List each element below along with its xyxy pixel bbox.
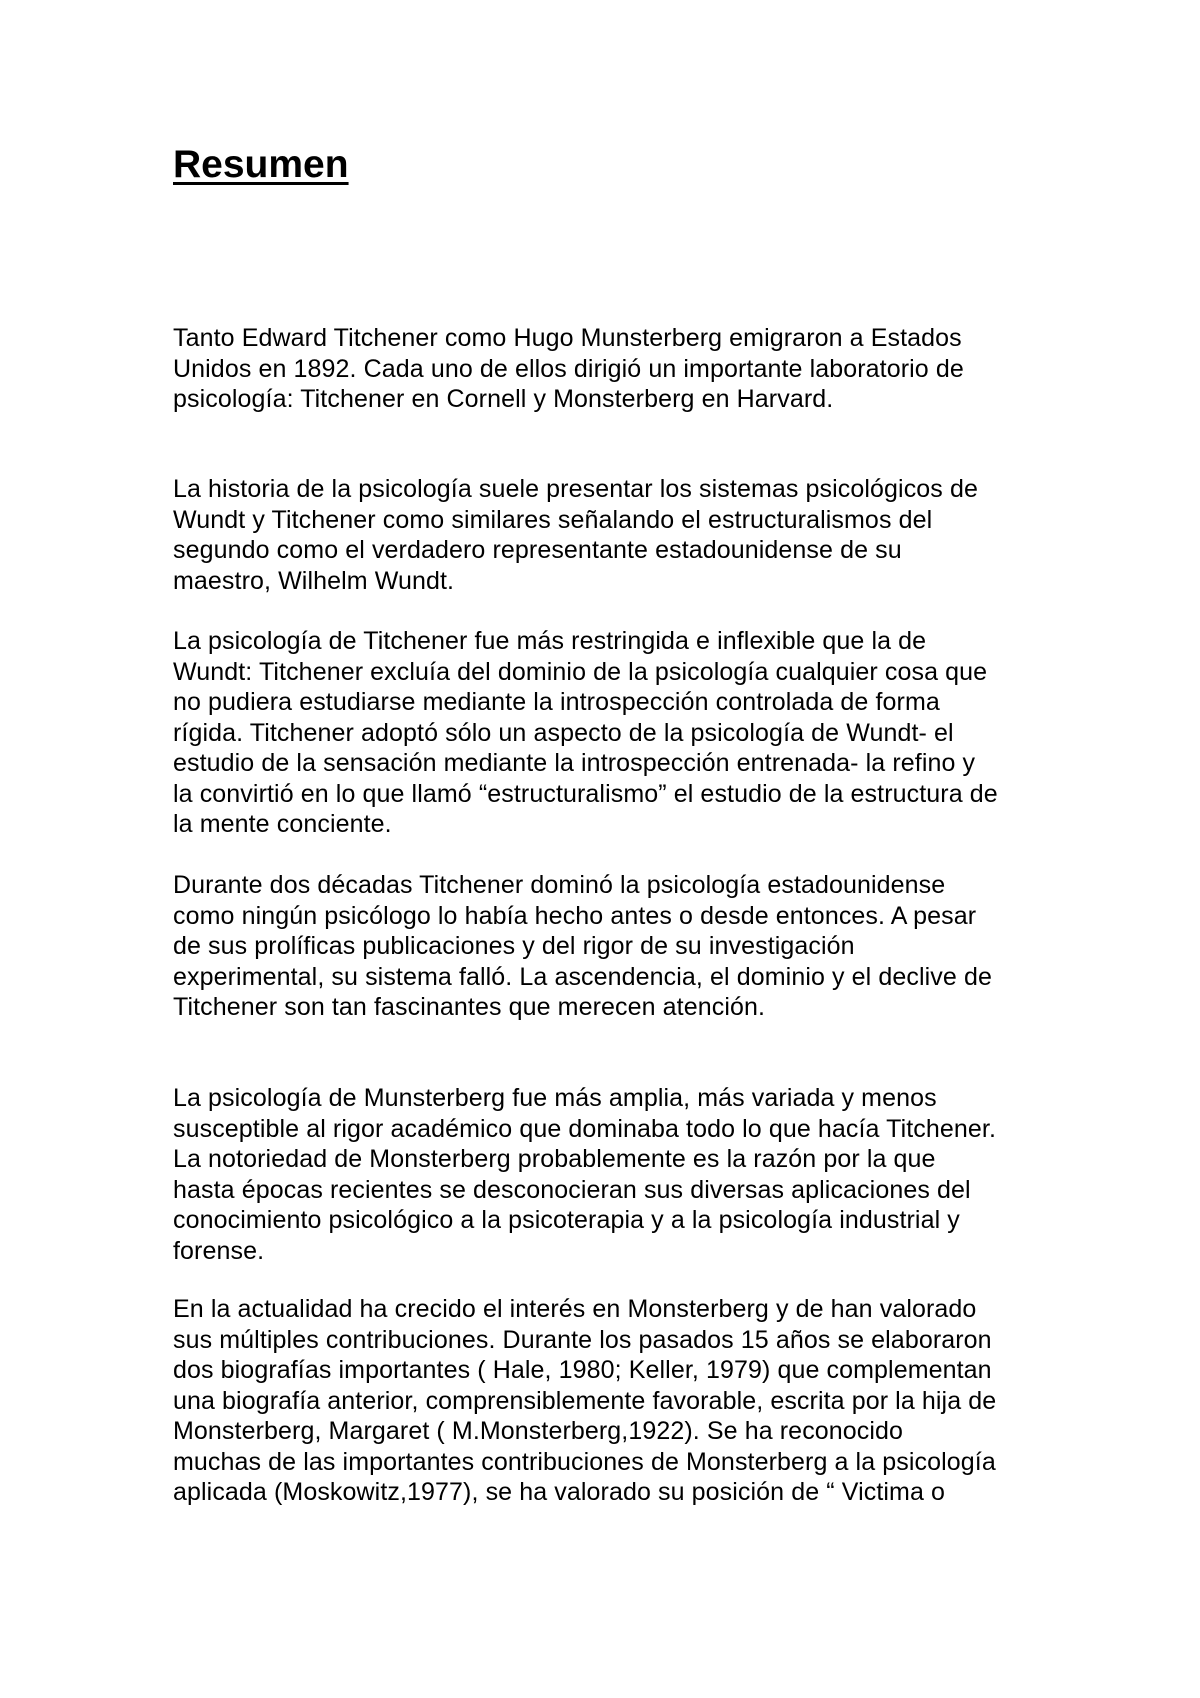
paragraph-4 <box>173 870 1053 1023</box>
paragraph-line: La historia de la psicología suele presentar los sistemas psicológicos de <box>173 475 978 503</box>
paragraph-line: Unidos en 1892. Cada uno de ellos dirigió un importante laboratorio de <box>173 354 964 383</box>
paragraph-line: dos biografías importantes ( Hale, 1980; Keller, 1979) que complementan <box>173 1356 992 1384</box>
paragraph-line: hasta épocas recientes se desconocieran sus diversas aplicaciones del <box>173 1175 971 1204</box>
paragraph-line: rígida. Titchener adoptó sólo un aspecto de la psicología de Wundt- el <box>173 718 954 747</box>
paragraph-line: Tanto Edward Titchener como Hugo Munsterberg emigraron a Estados <box>173 324 962 352</box>
paragraph-line: Wundt: Titchener excluía del dominio de la psicología cualquier cosa que <box>173 657 988 686</box>
paragraph-line: La psicología de Munsterberg fue más amplia, más variada y menos <box>173 1084 937 1112</box>
paragraph-line: Wundt y Titchener como similares señalando el estructuralismos del <box>173 505 933 534</box>
paragraph-line: experimental, su sistema falló. La ascendencia, el dominio y el declive de <box>173 962 992 991</box>
paragraph-line: aplicada (Moskowitz,1977), se ha valorado su posición de “ Victima o <box>173 1478 946 1506</box>
page-title: Resumen <box>173 143 349 186</box>
paragraph-line: forense. <box>173 1236 265 1265</box>
paragraph-line: la convirtió en lo que llamó “estructuralismo” el estudio de la estructura de <box>173 779 998 808</box>
paragraph-2 <box>173 474 1053 596</box>
paragraph-line: no pudiera estudiarse mediante la introspección controlada de forma <box>173 688 940 716</box>
paragraph-line: conocimiento psicológico a la psicoterapia y a la psicología industrial y <box>173 1206 960 1234</box>
paragraph-line: susceptible al rigor académico que dominaba todo lo que hacía Titchener. <box>173 1114 996 1143</box>
paragraph-line: la mente conciente. <box>173 810 392 838</box>
paragraph-line: La psicología de Titchener fue más restringida e inflexible que la de <box>173 627 927 655</box>
paragraph-line: una biografía anterior, comprensiblemente favorable, escrita por la hija de <box>173 1386 997 1415</box>
paragraph-3 <box>173 626 1053 840</box>
paragraph-1 <box>173 323 1053 415</box>
paragraph-5 <box>173 1083 1053 1266</box>
paragraph-line: muchas de las importantes contribuciones de Monsterberg a la psicología <box>173 1447 996 1476</box>
paragraph-line: Titchener son tan fascinantes que merecen atención. <box>173 993 766 1021</box>
paragraph-line: de sus prolíficas publicaciones y del rigor de su investigación <box>173 932 855 960</box>
paragraph-line: como ningún psicólogo lo había hecho antes o desde entonces. A pesar <box>173 901 977 930</box>
paragraph-line: Durante dos décadas Titchener dominó la psicología estadounidense <box>173 871 946 899</box>
paragraph-line: estudio de la sensación mediante la introspección entrenada- la refino y <box>173 749 976 777</box>
paragraph-6 <box>173 1294 1053 1508</box>
paragraph-line: sus múltiples contribuciones. Durante los pasados 15 años se elaboraron <box>173 1325 992 1354</box>
paragraph-line: maestro, Wilhelm Wundt. <box>173 566 455 595</box>
paragraph-line: psicología: Titchener en Cornell y Monsterberg en Harvard. <box>173 385 834 413</box>
paragraph-line: La notoriedad de Monsterberg probablemente es la razón por la que <box>173 1145 936 1173</box>
paragraph-line: En la actualidad ha crecido el interés en Monsterberg y de han valorado <box>173 1295 977 1323</box>
paragraph-line: Monsterberg, Margaret ( M.Monsterberg,1922). Se ha reconocido <box>173 1417 904 1445</box>
paragraph-line: segundo como el verdadero representante estadounidense de su <box>173 536 902 564</box>
